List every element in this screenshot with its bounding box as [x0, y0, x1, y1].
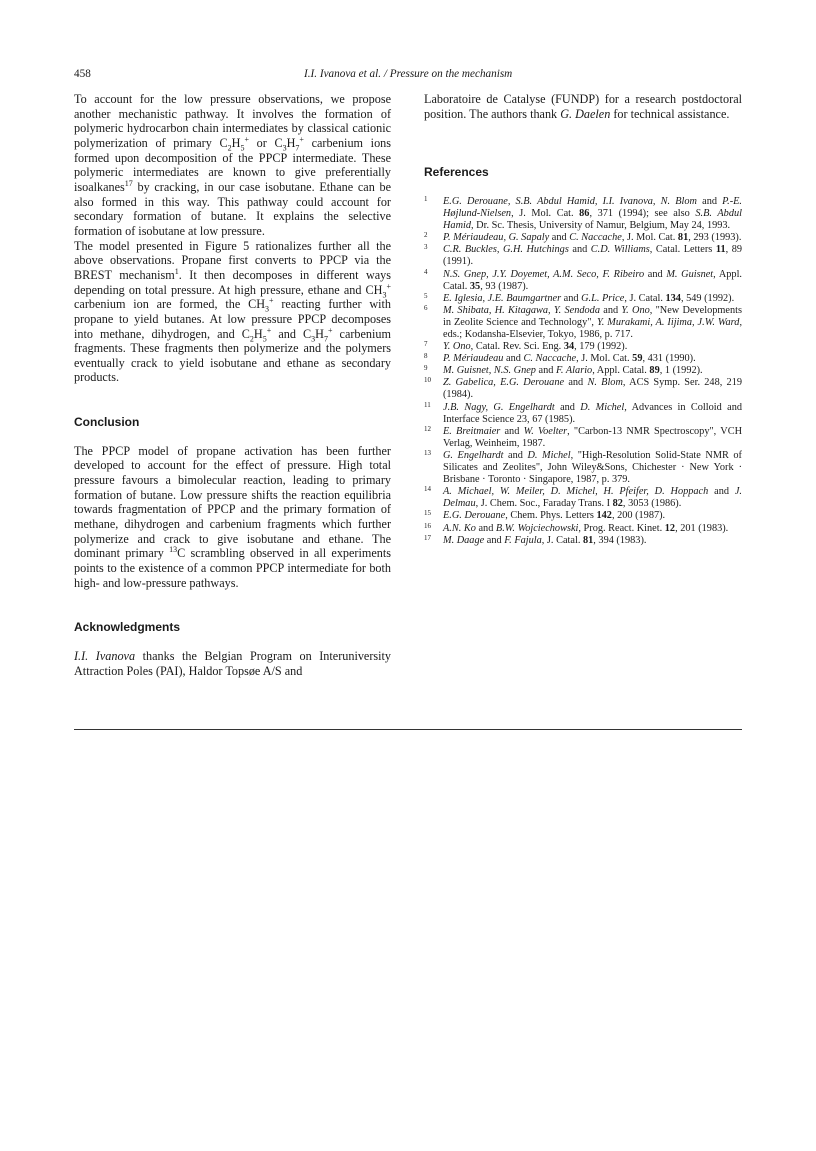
paragraph-model: The model presented in Figure 5 rationalizes further all the above observations. Propane first converts to PPCP via the BREST mechanism$^1$. It then decomposes in different ways depending on total pressure. At high pressure, ethane and $CH_3^+$ carbenium ion are formed, the $CH_3^+$ reacting further with propane to yield butanes. At low pressure PPCP decomposes into methane, dihydrogen, and $C_2H_5^+$ and $C_3H_7^+$ carbenium fragments. These fragments then polymerize and the polymers eventually crack to yield isobutane and ethane as secondary products.	[74, 238, 392, 385]
reference-number: 6	[424, 303, 428, 312]
running-title: I.I. Ivanova et al. / Pressure on the mechanism	[304, 68, 513, 80]
reference-item: 6 M. Shibata, H. Kitagawa, Y. Sendoda and Y. Ono, "New Developments in Zeolite Science and Technology", Y. Murakami, A. Iijima, J.W. Ward, eds.; Kodansha-Elsevier, Tokyo, 1986, p. 717.	[424, 303, 743, 340]
conclusion-paragraph: The PPCP model of propane activation has been further developed to account for the effect of pressure. High total pressure favours a bimolecular reaction, leading to primary formation of butane. Low pressure shifts the reaction equilibria towards fragmentation of PPCP and the primary formation of methane, dihydrogen and carbenium fragments which further polymerize and crack to give isobutane and ethane. The dominant primary $^{13}$C scrambling observed in all experiments points to the existence of a common PPCP intermediate for both high- and low-pressure pathways.	[74, 443, 391, 590]
reference-number: 12	[424, 424, 431, 433]
page-number: 458	[74, 68, 91, 80]
reference-item: 11 J.B. Nagy, G. Engelhardt and D. Michel, Advances in Colloid and Interface Science 23, 67 (1985).	[424, 400, 742, 425]
reference-number: 16	[424, 521, 431, 530]
reference-item: 9 M. Guisnet, N.S. Gnep and F. Alario, Appl. Catal. 89, 1 (1992).	[424, 364, 703, 377]
reference-item: 4 N.S. Gnep, J.Y. Doyemet, A.M. Seco, F. Ribeiro and M. Guisnet, Appl. Catal. 35, 93 (1987).	[424, 267, 742, 292]
citation-1: 1	[174, 266, 179, 276]
acknowledgments-paragraph: I.I. Ivanova thanks the Belgian Program on Interuniversity Attraction Poles (PAI), Haldor Topsøe A/S and	[74, 649, 392, 678]
reference-number: 17	[424, 533, 431, 542]
references-heading: References	[424, 165, 489, 180]
reference-list	[424, 196, 742, 547]
reference-number: 2	[424, 231, 428, 240]
reference-number: 10	[424, 376, 431, 385]
reference-item: 17 M. Daage and F. Fajula, J. Catal. 81, 394 (1983).	[424, 533, 647, 546]
right-column	[424, 92, 742, 547]
reference-number: 7	[424, 340, 428, 349]
reference-number: 15	[424, 509, 431, 518]
reference-item: 14 A. Michael, W. Meiler, D. Michel, H. Pfeifer, D. Hoppach and J. Delmau, J. Chem. Soc., Faraday Trans. I 82, 3053 (1986).	[424, 485, 742, 510]
reference-number: 1	[424, 194, 428, 203]
reference-item: 1 E.G. Derouane, S.B. Abdul Hamid, I.I. Ivanova, N. Blom and P.-E. Højlund-Nielsen, J. Mol. Cat. 86, 371 (1994); see also S.B. Abdul Hamid, Dr. Sc. Thesis, University of Namur, Belgium, May 24, 1993.	[424, 194, 742, 232]
reference-number: 11	[424, 400, 431, 409]
reference-item: 3 C.R. Buckles, G.H. Hutchings and C.D. Williams, Catal. Letters 11, 89 (1991).	[424, 243, 742, 268]
conclusion-heading: Conclusion	[74, 415, 140, 430]
reference-item: 13 G. Engelhardt and D. Michel, "High-Resolution Solid-State NMR of Silicates and Zeolites", John Wiley&Sons, Chichester · New York · Brisbane · Toronto · Singapore, 1987, p. 379.	[424, 448, 742, 486]
reference-number: 5	[424, 291, 428, 300]
paragraph-mechanism: To account for the low pressure observations, we propose another mechanistic pathway. It involves the formation of polymeric hydrocarbon chain intermediates by classical cationic polymerization of primary $C_2H_5^+$ or $C_3H_7^+$ carbenium ions formed upon decomposition of the PPCP intermediate. These polymeric intermediates are known to give preferentially isoalkanes$^{17}$ by cracking, in our case isobutane. Ethane can be also formed in this way. This pathway could account for secondary formation of butane. It explains the selective formation of isobutane at low pressure.	[74, 92, 391, 238]
reference-item: 10 Z. Gabelica, E.G. Derouane and N. Blom, ACS Symp. Ser. 248, 219 (1984).	[424, 376, 743, 401]
acknowledgments-heading: Acknowledgments	[74, 620, 181, 635]
citation-17: 17	[124, 178, 133, 188]
reference-item: 8 P. Mériaudeau and C. Naccache, J. Mol. Cat. 59, 431 (1990).	[424, 352, 696, 365]
reference-item: 2 P. Mériaudeau, G. Sapaly and C. Naccache, J. Mol. Cat. 81, 293 (1993).	[424, 231, 742, 244]
reference-number: 4	[424, 267, 428, 276]
acknowledgments-continued: Laboratoire de Catalyse (FUNDP) for a research postdoctoral position. The authors thank G. Daelen for technical assistance.	[424, 92, 742, 121]
reference-item: 7 Y. Ono, Catal. Rev. Sci. Eng. 34, 179 (1992).	[424, 340, 628, 353]
reference-item: 12 E. Breitmaier and W. Voelter, "Carbon-13 NMR Spectroscopy", VCH Verlag, Weinheim, 1987.	[424, 424, 743, 449]
reference-number: 3	[424, 243, 428, 252]
left-column	[74, 92, 391, 678]
reference-item: 15 E.G. Derouane, Chem. Phys. Letters 142, 200 (1987).	[424, 509, 666, 522]
bottom-rule	[74, 729, 742, 730]
reference-number: 14	[424, 485, 431, 494]
reference-number: 8	[424, 352, 428, 361]
reference-item: 5 E. Iglesia, J.E. Baumgartner and G.L. Price, J. Catal. 134, 549 (1992).	[424, 291, 735, 304]
reference-number: 9	[424, 364, 428, 373]
reference-item: 16 A.N. Ko and B.W. Wojciechowski, Prog. React. Kinet. 12, 201 (1983).	[424, 521, 729, 534]
reference-number: 13	[424, 448, 431, 457]
